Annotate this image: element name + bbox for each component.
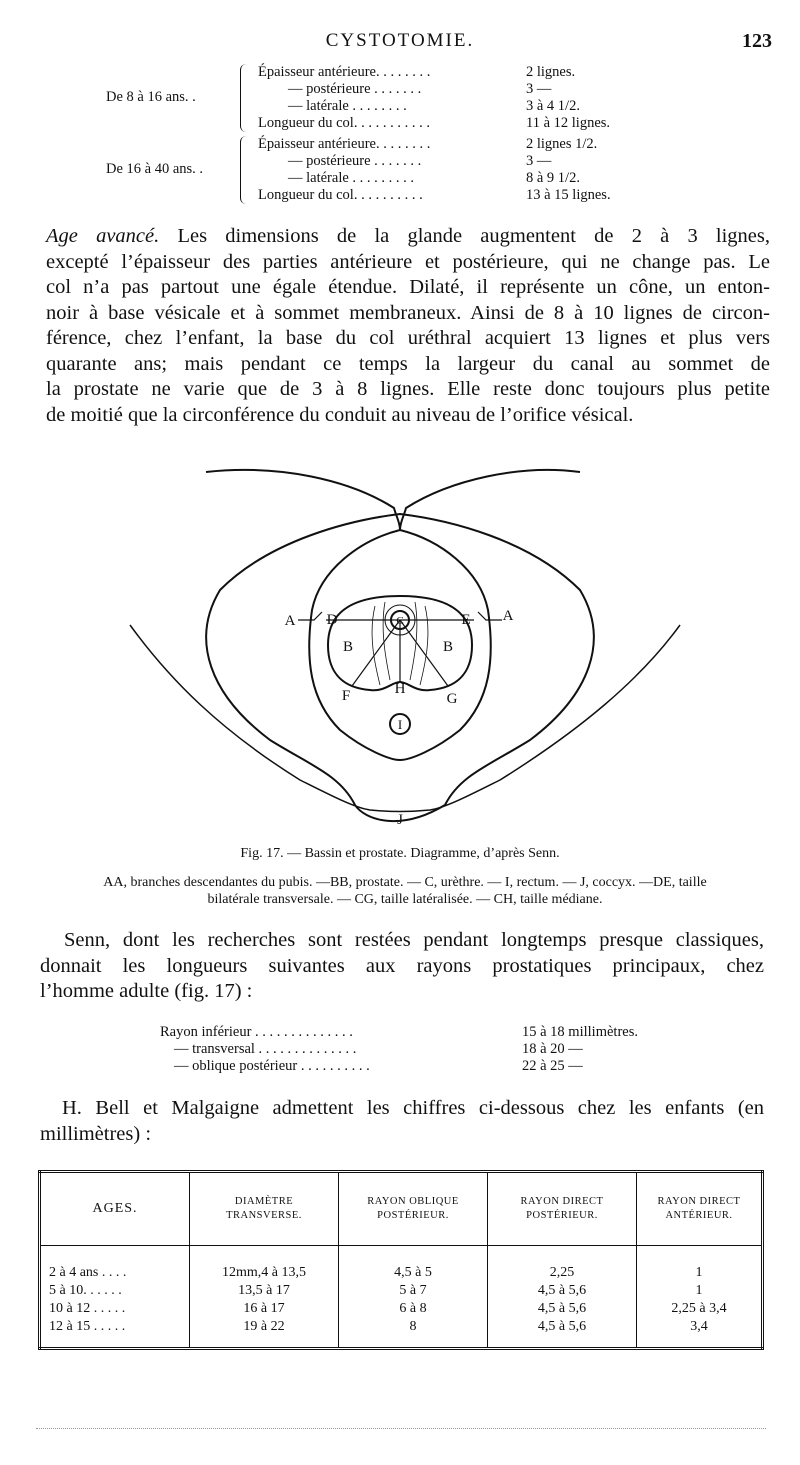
dimension-row: Épaisseur antérieure. . . . . . . . 2 lignes. (258, 64, 576, 80)
label-F: F (341, 688, 351, 704)
table-row: 5 à 10. . . . . . 13,5 à 17 5 à 7 4,5 à 5,6 1 (40, 1282, 763, 1300)
dimension-row: — postérieure . . . . . . . 3 — (288, 81, 552, 97)
dimension-row: — latérale . . . . . . . . 3 à 4 1/2. (288, 98, 580, 114)
page-number: 123 (742, 30, 772, 52)
dimension-row: Longueur du col. . . . . . . . . . . 11 à 12 lignes. (258, 115, 611, 131)
paragraph-senn: Senn, dont les recherches sont restées pendant longtemps presque classiques, donnait les longueurs suivantes aux rayons prostatiques principaux, chez l’homme adulte (fig. 17) : (40, 929, 764, 1002)
label-H: H (394, 681, 406, 697)
paragraph-age-avance: Age avancé. Les dimensions de la glande augmentent de 2 à 3 lignes, excepté l’épaisseur des parties antérieure et postérieure, qui ne change pas. Le col n’a pas partout une égale étendue. Dilaté, il représente un cône, un enton- noir à base vésicale et à sommet membraneux. Ainsi de 8 à 10 lignes de circon- férence, chez l’enfant, la base du col uréthral acquiert 13 lignes et plus vers quarante ans; mais pendant ce temps la largeur du canal au sommet de la prostate ne varie que de 3 à 8 lignes. Elle reste donc toujours plus petite de moitié que la circonférence du conduit au niveau de l’orifice vésical. (46, 225, 771, 426)
figure-legend: AA, branches descendantes du pubis. —BB, prostate. — C, urèthre. — I, rectum. — J, coccyx. —DE, taille bilatérale transversale. — CG, taille latéralisée. — CH, taille médiane. (103, 875, 707, 907)
figure-caption: Fig. 17. — Bassin et prostate. Diagramme, d’après Senn. (240, 846, 560, 861)
dimension-row: Longueur du col. . . . . . . . . . 13 à 15 lignes. (258, 187, 611, 203)
brace (240, 136, 255, 204)
paragraph-bell-malgaigne: H. Bell et Malgaigne admettent les chiffres ci-dessous chez les enfants (en millimètres) : (40, 1097, 764, 1145)
label-G: G (446, 691, 458, 707)
section-lead: Age avancé. (46, 225, 160, 247)
dimension-row: — latérale . . . . . . . . . 8 à 9 1/2. (288, 170, 580, 186)
dimensions-group-1 (0, 64, 800, 132)
label-J: J (397, 812, 403, 828)
header-rayon-direct-anterieur: RAYON DIRECT ANTÉRIEUR. (637, 1172, 763, 1246)
header-rayon-direct-posterieur: RAYON DIRECT POSTÉRIEUR. (488, 1172, 637, 1246)
label-I: I (397, 717, 403, 732)
table-row: 12 à 15 . . . . . 19 à 22 8 4,5 à 5,6 3,4 (40, 1318, 763, 1336)
dimensions-group-2 (0, 136, 800, 204)
radius-row: — transversal . . . . . . . . . . . . . . 18 à 20 — (174, 1041, 583, 1057)
radius-row: Rayon inférieur . . . . . . . . . . . . . . 15 à 18 millimètres. (160, 1024, 638, 1040)
header-diametre: DIAMÈTRE TRANSVERSE. (190, 1172, 339, 1246)
children-measurements-table (38, 1170, 764, 1350)
page-header (0, 30, 800, 56)
age-group-label: De 16 à 40 ans. . (106, 161, 204, 177)
figure-17-diagram (100, 460, 720, 840)
brace (240, 64, 255, 132)
label-D: D (326, 612, 338, 628)
header-ages: AGES. (40, 1172, 190, 1246)
label-E: E (461, 612, 471, 628)
dimension-row: Épaisseur antérieure. . . . . . . . 2 lignes 1/2. (258, 136, 598, 152)
age-group-label: De 8 à 16 ans. . (106, 89, 196, 105)
table-header-row (40, 1172, 763, 1246)
table-row: 2 à 4 ans . . . . 12mm,4 à 13,5 4,5 à 5 2,25 1 (40, 1264, 763, 1282)
running-title: CYSTOTOMIE. (325, 30, 475, 51)
radius-row: — oblique postérieur . . . . . . . . . . 22 à 25 — (174, 1058, 583, 1074)
label-C: C (396, 615, 404, 627)
radii-list (160, 1024, 720, 1075)
table-row: 10 à 12 . . . . . 16 à 17 6 à 8 4,5 à 5,6 2,25 à 3,4 (40, 1300, 763, 1318)
label-B-right: B (442, 639, 454, 655)
dimension-row: — postérieure . . . . . . . 3 — (288, 153, 552, 169)
label-A-right: A (502, 608, 514, 624)
label-A-left: A (284, 613, 296, 629)
label-B-left: B (342, 639, 354, 655)
header-rayon-oblique: RAYON OBLIQUE POSTÉRIEUR. (339, 1172, 488, 1246)
footer-rule (36, 1428, 766, 1429)
